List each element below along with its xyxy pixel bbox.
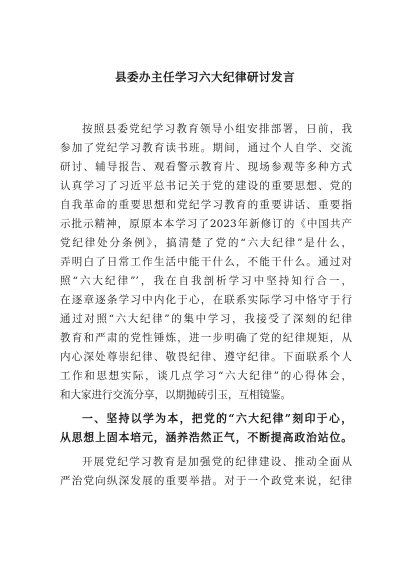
paragraph-line: 认真学习了习近平总书记关于党的建设的重要思想、党的 — [60, 180, 352, 192]
paragraph-line: 参加了党纪学习教育读书班。期间，通过个人自学、交流 — [60, 142, 352, 154]
paragraph-line: 教育和严肃的党性锤炼，进一步明确了党的纪律规矩，从 — [60, 332, 352, 344]
section-heading-line: 从思想上固本培元，涵养浩然正气，不断提高政治站位。 — [60, 431, 352, 444]
paragraph-line: 工作和思想实际，谈几点学习“六大纪律”的心得体会， — [60, 370, 352, 382]
paragraph-line: 自我革命的重要思想和党纪学习教育的重要讲话、重要指 — [60, 199, 352, 211]
paragraph-line: 开展党纪学习教育是加强党的纪律建设、推动全面从 — [82, 456, 352, 468]
paragraph-line: 党纪律处分条例》，搞清楚了党的“六大纪律”是什么， — [60, 237, 352, 249]
paragraph-line: 内心深处尊崇纪律、敬畏纪律、遵守纪律。下面联系个人 — [60, 351, 352, 363]
paragraph-line: 在逐章逐条学习中内化于心，在联系实际学习中恪守于行 — [60, 294, 352, 306]
paragraph-line: 研讨、辅导报告、观看警示教育片、现场参观等多种方式 — [60, 161, 352, 173]
document-title: 县委办主任学习六大纪律研讨发言 — [115, 70, 295, 84]
paragraph-line: 通过对照“六大纪律”的集中学习，我接受了深刻的纪律 — [60, 313, 352, 325]
section-heading-line: 一、坚持以学为本，把党的“六大纪律”刻印于心， — [82, 412, 352, 425]
paragraph-line: 按照县委党纪学习教育领导小组安排部署，日前，我 — [82, 123, 352, 135]
paragraph-line: 示批示精神，原原本本学习了2023年新修订的《中国共产 — [60, 218, 352, 230]
paragraph-line: 照“六大纪律”’，我在自我剖析学习中坚持知行合一， — [60, 275, 352, 287]
paragraph-line: 和大家进行交流分享，以期抛砖引玉，互相镜鉴。 — [60, 389, 291, 401]
paragraph-line: 弄明白了日常工作生活中能干什么，不能干什么。通过对 — [60, 256, 352, 268]
paragraph-line: 严治党向纵深发展的重要举措。对于一个政党来说，纪律 — [60, 475, 352, 487]
